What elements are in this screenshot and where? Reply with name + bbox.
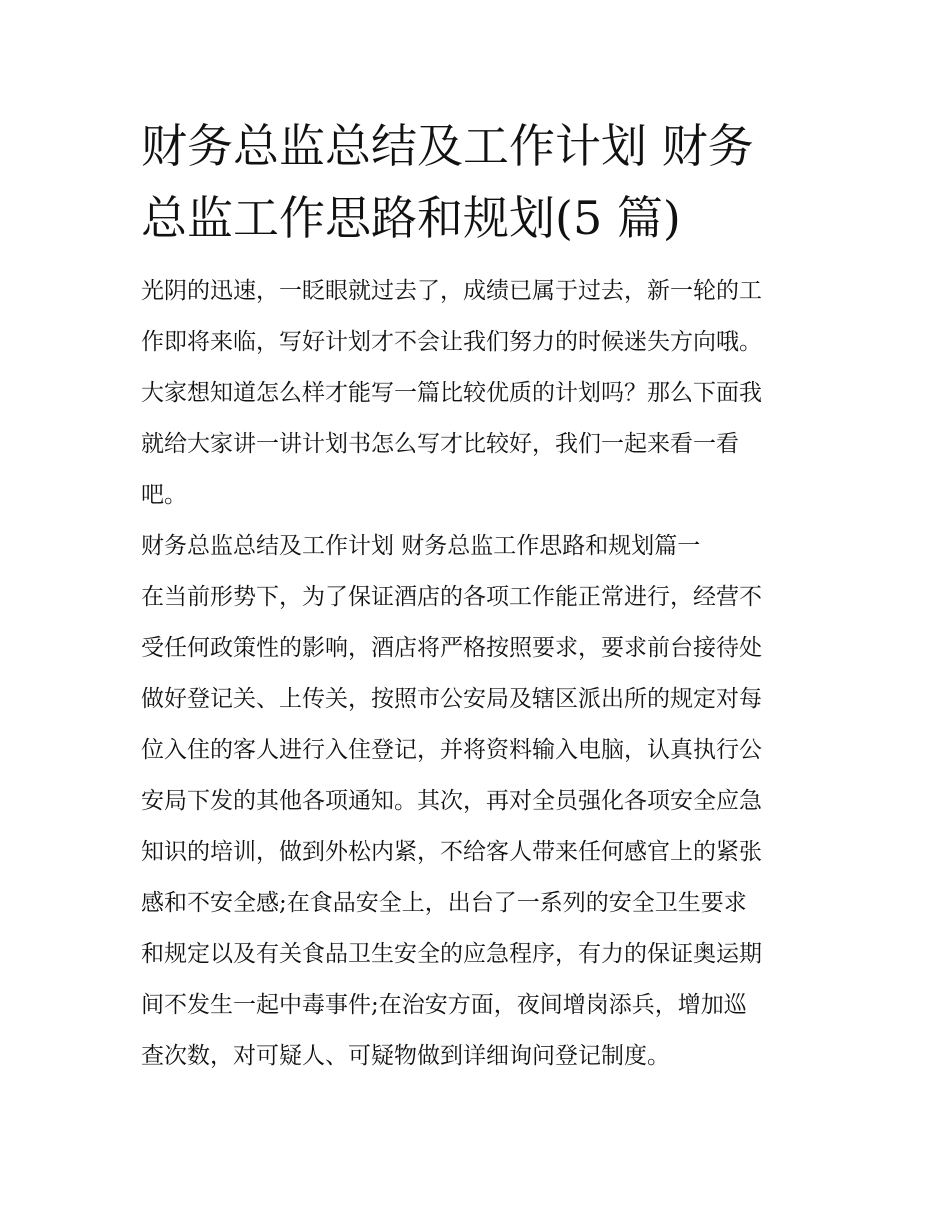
intro-line: 就给大家讲一讲计划书怎么写才比较好，我们一起来看一看 (141, 431, 739, 457)
section-line: 受任何政策性的影响，酒店将严格按照要求，要求前台接待处 (141, 635, 762, 661)
section-line: 间不发生一起中毒事件;在治安方面，夜间增岗添兵，增加巡 (141, 992, 747, 1018)
section-line: 位入住的客人进行入住登记，并将资料输入电脑，认真执行公 (141, 737, 762, 763)
document-title (141, 110, 821, 254)
section-line: 安局下发的其他各项通知。其次，再对全员强化各项安全应急 (141, 788, 762, 814)
section-paragraph (141, 572, 821, 1082)
intro-paragraph (141, 266, 821, 521)
intro-line: 作即将来临，写好计划才不会让我们努力的时候迷失方向哦。 (141, 329, 762, 355)
title-line: 总监工作思路和规划(5 篇) (141, 191, 681, 245)
section-line: 感和不安全感;在食品安全上，出台了一系列的安全卫生要求 (141, 890, 747, 916)
intro-line: 光阴的迅速，一眨眼就过去了，成绩已属于过去，新一轮的工 (141, 278, 762, 304)
section-line: 查次数，对可疑人、可疑物做到详细询问登记制度。 (141, 1043, 670, 1069)
section-heading: 财务总监总结及工作计划 财务总监工作思路和规划篇一 (141, 533, 701, 559)
section-line: 知识的培训，做到外松内紧，不给客人带来任何感官上的紧张 (141, 839, 762, 865)
document-content (141, 110, 821, 1082)
intro-line: 吧。 (141, 482, 187, 508)
title-line: 财务总监总结及工作计划 财务 (141, 119, 754, 173)
intro-line: 大家想知道怎么样才能写一篇比较优质的计划吗？那么下面我 (141, 380, 762, 406)
section-line: 做好登记关、上传关，按照市公安局及辖区派出所的规定对每 (141, 686, 762, 712)
section-line: 和规定以及有关食品卫生安全的应急程序，有力的保证奥运期 (141, 941, 762, 967)
section-line: 在当前形势下，为了保证酒店的各项工作能正常进行，经营不 (141, 584, 762, 610)
